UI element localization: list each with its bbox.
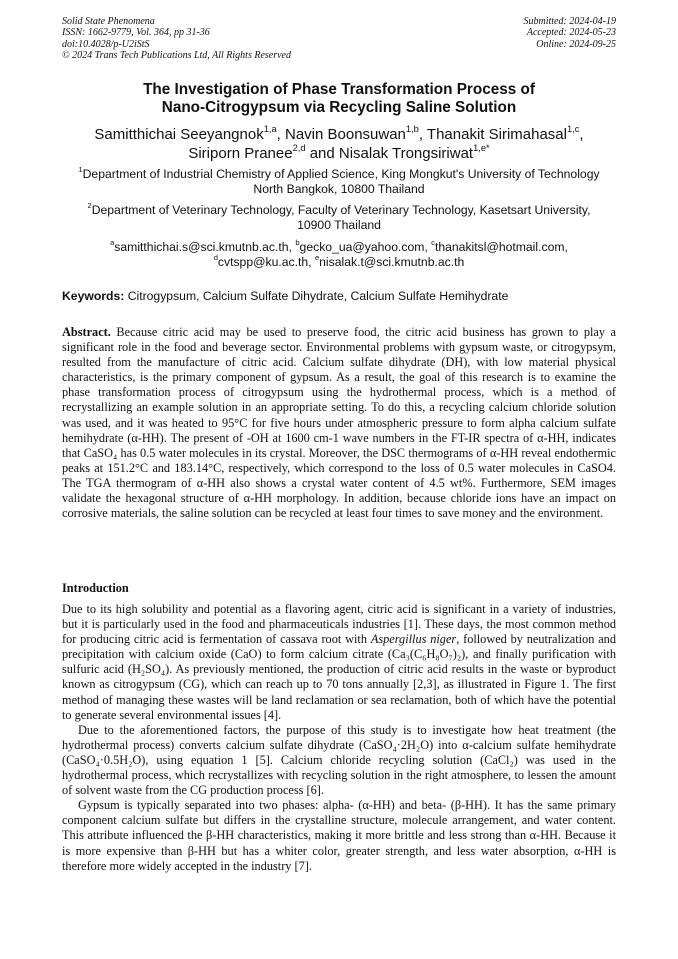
title-line-2: Nano-Citrogypsum via Recycling Saline Solution	[161, 99, 517, 116]
intro-p1-text-b: , followed by neutralization and precipitation with calcium oxide (CaO) to form calcium citrate (Ca₃(C₆H₈O₇)₂), and finally purification with sulfuric acid (H₂SO₄). As previously mentioned, the production of citric acid results in the waste or byproduct known as citrogypsum (CG), which can reach up to 70 tons annually [2,3], as illustrated in Figure 1. The first method of managing these wastes will be land reclamation or sea reclamation, both of which have the potential to generate several environmental issues [4].	[62, 632, 616, 722]
email-marker: b	[295, 238, 300, 248]
email-b[interactable]: gecko_ua@yahoo.com,	[299, 240, 428, 254]
affiliation-2-line-1	[62, 203, 616, 218]
affiliation-text: Department of Veterinary Technology, Faculty of Veterinary Technology, Kasetsart University,	[91, 203, 591, 217]
affiliation-2	[62, 203, 616, 233]
abstract-label: Abstract.	[62, 325, 111, 339]
email-d[interactable]: cvtspp@ku.ac.th,	[217, 255, 312, 269]
affiliation-marker: 1	[78, 165, 83, 175]
accepted-date: Accepted: 2024-05-23	[526, 27, 616, 39]
intro-paragraph-1	[62, 602, 616, 723]
affiliation-1-line-1	[62, 167, 616, 182]
intro-paragraph-3: Gypsum is typically separated into two phases: alpha- (α-HH) and beta- (β-HH). It has the same primary component calcium sulfate but differs in the crystalline structure, molecule arrangement, and water content. This attribute influenced the β-HH characteristics, making it more brittle and less strong than α-HH. Because it is more expensive than β-HH but has a whiter color, greater strength, and less water absorption, α-HH is therefore more widely accepted in the industry [7].	[62, 798, 616, 873]
intro-p1-text-a: Due to its high solubility and potential as a flavoring agent, citric acid is significant in a variety of industries, but it is particularly used in the food and pharmaceuticals industries [1]. These days, the most common method for producing citric acid is fermentation of cassava root with	[62, 602, 616, 647]
journal-name: Solid State Phenomena	[62, 16, 155, 27]
email-marker: e	[314, 253, 320, 263]
author-name: Samitthichai Seeyangnok	[94, 126, 264, 143]
journal-copyright: © 2024 Trans Tech Publications Ltd, All Rights Reserved	[62, 50, 291, 62]
author-list	[62, 125, 616, 163]
paper-title	[62, 81, 616, 117]
keywords-section	[62, 289, 616, 304]
species-name: Aspergillus niger	[370, 632, 457, 647]
keywords-label: Keywords:	[62, 289, 125, 303]
affiliation-text: Department of Industrial Chemistry of Applied Science, King Mongkut's University of Technology	[82, 167, 600, 181]
affiliation-2-line-2: 10900 Thailand	[297, 218, 381, 232]
online-date: Online: 2024-09-25	[536, 38, 616, 50]
author-affiliation-marker: 2,d	[292, 143, 306, 154]
author-name: Nisalak Trongsiriwat	[338, 145, 474, 162]
author-affiliation-marker: 1,b	[405, 124, 419, 135]
abstract-text: Because citric acid may be used to preserve food, the citric acid business has grown to play a significant role in the food and beverage sector. Environmental problems with gypsum waste, or citrogypsym, resulted from the manufacture of citric acid. Calcium sulfate dihydrate (DH), with low material physical characteristics, is the primary component of gypsum. As a result, the goal of this research is to examine the phase transformation process of citrogypsum using the hydrothermal process, which is a method of recrystallizing an example solution in an appropriate setting. To do this, a recycling calcium chloride solution was used, and it was heated to 95°C for five hours under atmospheric pressure to form alpha calcium sulfate hemihydrate (α-HH). The present of -OH at 1600 cm-1 wave numbers in the FT-IR spectra of α-HH, indicates that CaSO₄ has 0.5 water molecules in its crystal. Moreover, the DSC thermograms of α-HH reveal endothermic peaks at 151.2°C and 183.14°C, respectively, which correspond to the loss of 0.5 water molecules in CaSO4. The TGA thermogram of α-HH also shows a crystal water content of 4.5 wt%. Furthermore, SEM images validate the hexagonal structure of α-HH morphology. In addition, because chloride ions have an impact on corrosive materials, the saline solution can be recycled at least four times to save money and the environment.	[62, 325, 617, 521]
email-marker: a	[110, 238, 115, 248]
journal-issn: ISSN: 1662-9779, Vol. 364, pp 31-36	[62, 27, 210, 39]
author-line-2	[62, 144, 616, 163]
abstract-section	[62, 325, 616, 521]
author-affiliation-marker: 1,a	[263, 124, 277, 135]
journal-header-right	[524, 16, 617, 50]
affiliation-1-line-2: North Bangkok, 10800 Thailand	[253, 182, 425, 196]
keywords-text: Citrogypsum, Calcium Sulfate Dihydrate, Calcium Sulfate Hemihydrate	[127, 289, 509, 303]
email-marker: d	[213, 253, 218, 263]
email-line-1	[62, 240, 616, 255]
affiliation-marker: 2	[87, 201, 92, 211]
journal-doi: doi:10.4028/p-U2iStS	[62, 38, 150, 50]
abstract-paragraph	[62, 325, 616, 521]
author-name: Siriporn Pranee	[188, 145, 293, 162]
author-conjunction: and	[309, 145, 335, 162]
author-line-1: Samitthichai Seeyangnok$^{1,a}$, Navin Boonsuwan$^{1,b}$, Thanakit Sirimahasal$^{1,c}$,	[94, 124, 584, 143]
introduction-body	[62, 602, 616, 874]
email-c[interactable]: thanakitsl@hotmail.com,	[434, 240, 568, 254]
email-a[interactable]: samitthichai.s@sci.kmutnb.ac.th,	[114, 240, 292, 254]
submitted-date: Submitted: 2024-04-19	[523, 16, 616, 27]
email-marker: c	[431, 238, 435, 248]
introduction-heading: Introduction	[62, 581, 129, 595]
author-affiliation-marker: 1,e*	[473, 143, 490, 154]
title-line-1: The Investigation of Phase Transformation Process of	[143, 81, 535, 98]
email-line-2	[62, 255, 616, 270]
author-name: Navin Boonsuwan	[284, 126, 406, 143]
intro-paragraph-2: Due to the aforementioned factors, the purpose of this study is to investigate how heat treatment (the hydrothermal process) converts calcium sulfate dihydrate (CaSO₄·2H₂O) into α-calcium sulfate hemihydrate (CaSO₄·0.5H₂O), using equation 1 [5]. Calcium chloride recycling solution (CaCl₂) was used in the hydrothermal process, which recrystallizes with recycling solution in the right atmosphere, to lessen the amount of solvent waste from the CG production process [6].	[62, 722, 616, 798]
author-affiliation-marker: 1,c	[566, 124, 580, 135]
journal-header-left	[62, 16, 291, 62]
affiliation-1	[62, 167, 616, 197]
email-e[interactable]: nisalak.t@sci.kmutnb.ac.th	[319, 255, 465, 269]
author-emails	[62, 240, 616, 270]
author-name: Thanakit Sirimahasal	[426, 126, 567, 143]
